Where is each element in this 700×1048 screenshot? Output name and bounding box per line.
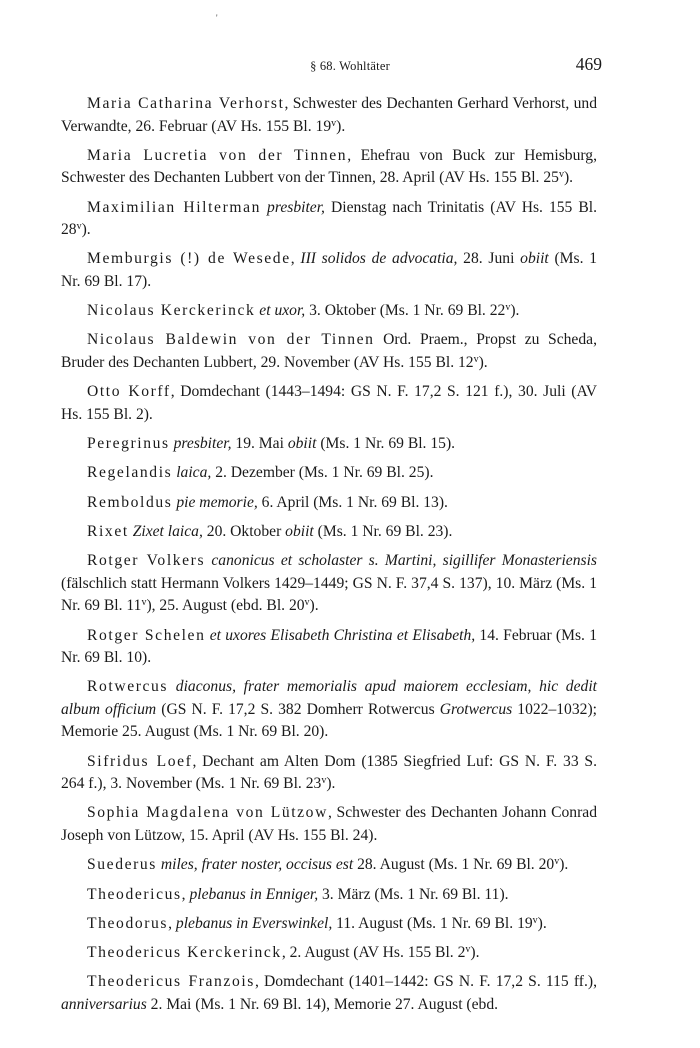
entry-text: , Dechant am Alten Dom (1385 Siegfried Luf: GS N. F. 33 S. 264 f.), 3. November (Ms. 1 Nr. 69 Bl. 23	[61, 752, 597, 793]
entry-name: Sophia Magdalena von Lützow	[87, 804, 328, 822]
folio-verso-mark: v	[465, 944, 471, 956]
list-item	[61, 550, 597, 618]
entry-text: (Ms. 1 Nr. 69 Bl. 17).	[61, 250, 598, 290]
list-item	[61, 942, 597, 965]
latin-text: obiit	[287, 435, 317, 453]
list-item	[61, 625, 597, 670]
scan-mark: '	[216, 13, 218, 23]
entry-text: ).	[309, 597, 319, 615]
folio-verso-mark: v	[532, 914, 538, 926]
section-title: § 68. Wohltäter	[310, 59, 390, 73]
entry-text: ,	[181, 885, 190, 903]
folio-verso-mark: v	[554, 856, 560, 868]
entry-text: ).	[336, 117, 346, 135]
entry-text: 1022–1032); Memorie 25. August (Ms. 1 Nr. 69 Bl. 20).	[61, 700, 597, 741]
entry-text: ).	[563, 169, 574, 187]
entry-text: ).	[559, 856, 569, 874]
entry-text: ,	[290, 250, 301, 268]
entry-text: 19. Mai	[231, 435, 288, 453]
latin-text: et uxores Elisabeth Christina et Elisabeth,	[209, 626, 476, 644]
entry-text: 11. August (Ms. 1 Nr. 69 Bl. 19	[332, 914, 533, 932]
list-item	[61, 492, 597, 515]
folio-verso-mark: v	[331, 117, 337, 129]
list-item	[61, 802, 597, 847]
entry-text	[168, 678, 176, 695]
entry-text: , Ehefrau von Buck zur Hemisburg, Schwester des Dechanten Lubbert von der Tinnen, 28. April (AV Hs. 155 Bl. 25	[61, 146, 598, 187]
latin-text: miles, frater noster, occisus est	[160, 856, 354, 874]
folio-verso-mark: v	[558, 169, 564, 181]
entry-text: 14. Februar (Ms. 1 Nr. 69 Bl. 10).	[61, 626, 597, 667]
list-item	[61, 381, 597, 426]
entry-name: Otto Korff	[87, 383, 171, 401]
entry-name: Maria Catharina Verhorst	[87, 95, 285, 112]
entry-text: (GS N. F. 17,2 S. 382 Domherr Rotwercus	[156, 700, 440, 718]
entry-text: ,	[168, 914, 176, 932]
latin-text: canonicus et scholaster s. Martini, sigillifer Monasteriensis	[211, 552, 597, 570]
entry-name: Theodericus Kerckerinck	[87, 944, 282, 962]
latin-text: Grotwercus	[439, 700, 513, 718]
entry-name: Rotger Volkers	[87, 552, 206, 570]
entry-text: 28. Juni	[457, 250, 521, 268]
entry-text: 20. Oktober	[202, 522, 286, 540]
latin-text: III solidos de advocatia,	[300, 250, 458, 268]
latin-text: laica,	[176, 464, 212, 482]
entry-name: Maria Lucretia von der Tinnen	[87, 146, 348, 164]
entry-name: Suederus	[87, 856, 157, 874]
folio-verso-mark: v	[505, 302, 511, 314]
entry-name: Theodericus	[87, 885, 182, 903]
entry-text: , Schwester des Dechanten Gerhard Verhorst, und Verwandte, 26. Februar (AV Hs. 155 Bl. 19	[61, 95, 597, 135]
running-header	[0, 56, 700, 78]
entry-name: Nicolaus Kerckerinck	[87, 302, 256, 320]
list-item	[61, 433, 597, 456]
list-item	[61, 329, 597, 374]
list-item	[61, 248, 597, 293]
list-item	[61, 93, 597, 138]
entry-text: Dienstag nach Trinitatis (AV Hs. 155 Bl. 28	[61, 198, 597, 239]
list-item	[61, 971, 597, 1016]
folio-verso-mark: v	[473, 353, 479, 365]
entry-name: Sifridus Loef	[87, 752, 193, 770]
latin-text: diaconus, frater memorialis apud maiorem ecclesiam, hic dedit album officium	[61, 678, 597, 718]
list-item	[61, 145, 597, 190]
list-item	[61, 521, 597, 544]
latin-text: presbiter,	[267, 198, 325, 216]
entry-name: Nicolaus Baldewin von der Tinnen	[87, 331, 375, 349]
entry-text: , Schwester des Dechanten Johann Conrad Joseph von Lützow, 15. April (AV Hs. 155 Bl. 24).	[61, 804, 597, 844]
folio-verso-mark: v	[141, 597, 147, 609]
entry-name: Regelandis	[87, 464, 173, 482]
folio-verso-mark: v	[76, 221, 82, 233]
page-number: 469	[575, 54, 602, 74]
entry-text: ), 25. August (ebd. Bl. 20	[146, 597, 305, 615]
latin-text: et uxor,	[259, 302, 306, 320]
entry-text: 3. März (Ms. 1 Nr. 69 Bl. 11).	[318, 885, 509, 903]
entry-name: Theodorus	[87, 914, 169, 932]
entry-text: ).	[478, 353, 488, 371]
list-item	[61, 854, 597, 877]
entry-text: ).	[81, 221, 91, 239]
list-item	[61, 751, 597, 796]
entry-text: ).	[470, 944, 480, 962]
entry-name: Maximilian Hilterman	[87, 198, 262, 216]
folio-verso-mark: v	[304, 597, 310, 609]
entry-text: ).	[510, 302, 520, 320]
entry-name: Memburgis (!) de Wesede	[87, 250, 291, 268]
folio-verso-mark: v	[321, 775, 327, 787]
entry-text: (Ms. 1 Nr. 69 Bl. 23).	[313, 522, 453, 540]
entry-name: Remboldus	[87, 493, 173, 511]
latin-text: anniversarius	[61, 995, 147, 1013]
entry-text: Ord. Praem., Propst zu Scheda, Bruder des Dechanten Lubbert, 29. November (AV Hs. 155 Bl. 12	[61, 331, 597, 371]
entry-text: 3. Oktober (Ms. 1 Nr. 69 Bl. 22	[305, 302, 506, 320]
entry-text: 2. Mai (Ms. 1 Nr. 69 Bl. 14), Memorie 27. August (ebd.	[146, 995, 499, 1013]
latin-text: plebanus in Enniger,	[189, 885, 319, 903]
entry-text: (fälschlich statt Hermann Volkers 1429–1449; GS N. F. 37,4 S. 137), 10. März (Ms. 1 Nr. 69 Bl. 11	[61, 574, 597, 615]
latin-text: plebanus in Everswinkel,	[175, 914, 333, 932]
entry-text: ).	[537, 914, 547, 932]
latin-text: presbiter,	[173, 435, 232, 453]
entry-text: 2. Dezember (Ms. 1 Nr. 69 Bl. 25).	[211, 464, 434, 482]
list-item	[61, 300, 597, 323]
entry-text: (Ms. 1 Nr. 69 Bl. 15).	[316, 435, 456, 453]
latin-text: obiit	[285, 522, 314, 540]
list-item	[61, 462, 597, 485]
list-item	[61, 197, 597, 242]
entry-name: Rotger Schelen	[87, 626, 206, 644]
entry-text: , 2. August (AV Hs. 155 Bl. 2	[281, 944, 466, 962]
entry-text: , Domdechant (1443–1494: GS N. F. 17,2 S. 121 f.), 30. Juli (AV Hs. 155 Bl. 2).	[61, 383, 597, 423]
entry-text: ).	[326, 775, 336, 793]
entry-text: , Domdechant (1401–1442: GS N. F. 17,2 S. 115 ff.),	[254, 973, 597, 991]
list-item	[61, 884, 597, 907]
latin-text: obiit	[520, 250, 549, 268]
entry-name: Peregrinus	[87, 435, 170, 453]
entry-name: Rotwercus	[87, 678, 169, 696]
entry-text: 6. April (Ms. 1 Nr. 69 Bl. 13).	[257, 493, 448, 511]
latin-text: Zixet laica,	[132, 522, 203, 540]
entry-list	[61, 93, 597, 1023]
entry-text: 28. August (Ms. 1 Nr. 69 Bl. 20	[353, 856, 555, 874]
entry-name: Rixet	[87, 522, 129, 540]
latin-text: pie memorie,	[176, 493, 258, 511]
entry-name: Theodericus Franzois	[87, 973, 255, 991]
list-item	[61, 676, 597, 744]
list-item	[61, 913, 597, 936]
